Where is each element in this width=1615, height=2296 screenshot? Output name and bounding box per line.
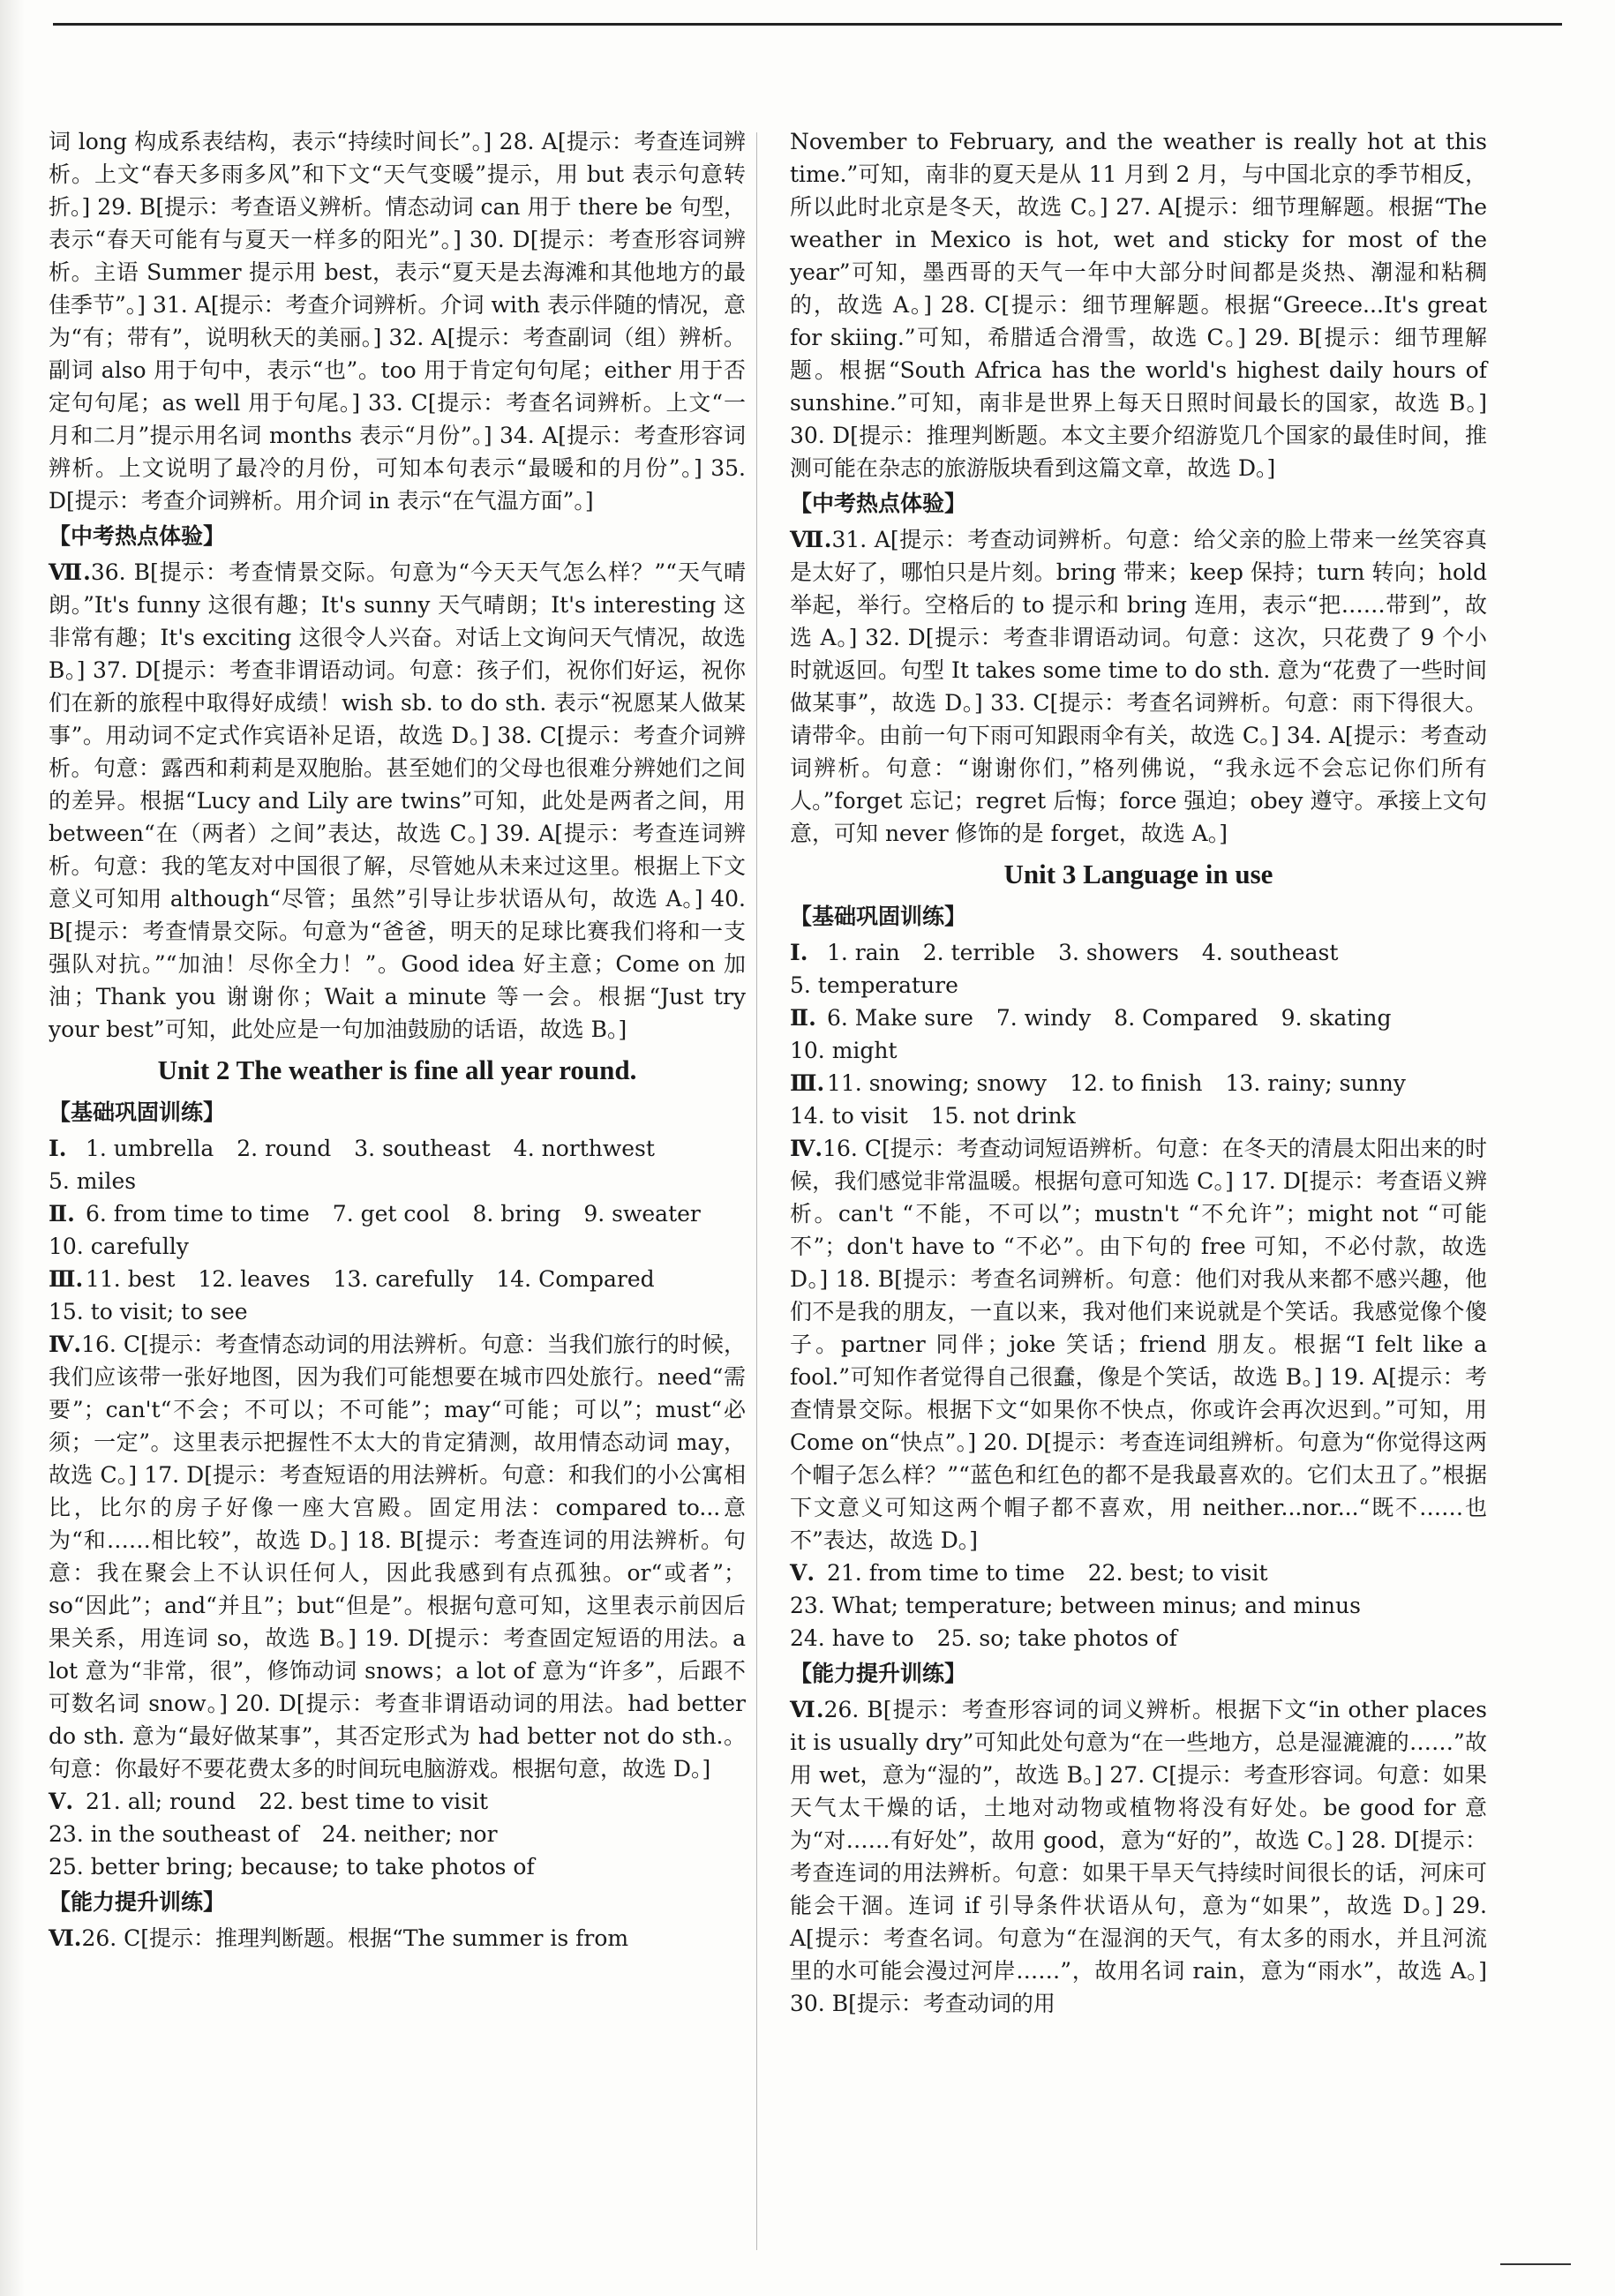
roman-label: Ⅱ. <box>790 1005 816 1031</box>
answer-item: 24. neither; nor <box>321 1821 498 1847</box>
answer-item: 9. skating <box>1281 1005 1392 1031</box>
right-paragraph-2-text: 31. A[提示：考查动词辨析。句意：给父亲的脸上带来一丝笑容真是太好了，哪怕只是片刻。bring 带来；keep 保持；turn 转向；hold 举起，举行。空格后的 to 提示和 bring 连用，表示“把……带到”，故选 A。] 32. D[提示：考查非谓语动词。句意：这次，只花费了 9 个小时就返回。句型 It takes some time to do sth. 意为“花费了一些时间做某事”，故选 D。] 33. C[提示：考查名词辨析。句意：雨下得很大。请带伞。由前一句下雨可知跟雨伞有关，故选 C。] 34. A[提示：考查动词辨析。句意：“谢谢你们，”格列佛说，“我永远不会忘记你们所有人。”forget 忘记；regret 后悔；force 强迫；obey 遵守。承接上文句意，可知 never 修饰的是 forget，故选 A。] <box>790 527 1488 846</box>
answer-item: 24. have to <box>790 1625 914 1651</box>
answer-item: 12. leaves <box>198 1266 311 1292</box>
left-column <box>49 125 746 1955</box>
answer-item: 5. miles <box>49 1168 137 1194</box>
answer-row <box>49 1263 746 1328</box>
answer-row <box>790 1557 1487 1654</box>
right-paragraph-3-text: 16. C[提示：考查动词短语辨析。句意：在冬天的清晨太阳出来的时候，我们感觉非常温暖。根据句意可知选 C。] 17. D[提示：考查语义辨析。can't “不能，不可以”；mustn't “不允许”；might not “可能不”；don't have to “不必”。由下句的 free 可知，不必付款，故选 D。] 18. B[提示：考查名词辨析。句意：他们对我从来都不感兴趣，他们不是我的朋友，一直以来，我对他们来说就是个笑话。我感觉像个傻子。partner 同伴；joke 笑话；friend 朋友。根据“I felt like a fool.”可知作者觉得自己很蠢，像是个笑话，故选 B。] 19. A[提示：考查情景交际。根据下文“如果你不快点，你或许会再次迟到。”可知，用 Come on“快点”。] 20. D[提示：考查连词组辨析。句意为“你觉得这两个帽子怎么样？”“蓝色和红色的都不是我最喜欢的。它们太丑了。”根据下文意义可知这两个帽子都不喜欢，用 neither...nor...“既不……也不”表达，故选 D。] <box>790 1136 1487 1553</box>
answer-item: 21. all; round <box>86 1789 237 1814</box>
answer-item: 9. sweater <box>583 1201 701 1227</box>
answer-item: 10. carefully <box>49 1234 189 1259</box>
answer-item: 14. to visit <box>790 1103 908 1129</box>
answer-item: 23. in the southeast of <box>49 1821 299 1847</box>
top-rule <box>53 23 1562 26</box>
section-hot-topics: 【中考热点体验】 <box>790 491 967 516</box>
section-hot-topics: 【中考热点体验】 <box>49 523 226 549</box>
right-paragraph-3 <box>790 1132 1487 1557</box>
left-paragraph-1: 词 long 构成系表结构，表示“持续时间长”。] 28. A[提示：考查连词辨析。上文“春天多雨多风”和下文“天气变暖”提示，用 but 表示句意转折。] 29. B[提示：考查语义辨析。情态动词 can 用于 there be 句型，表示“春天可能有与夏天一样多的阳光”。] 30. D[提示：考查形容词辨析。主语 Summer 提示用 best，表示“夏天是去海滩和其他地方的最佳季节”。] 31. A[提示：考查介词辨析。介词 with 表示伴随的情况，意为“有；带有”，说明秋天的美丽。] 32. A[提示：考查副词（组）辨析。副词 also 用于句中，表示“也”。too 用于肯定句句尾；either 用于否定句句尾；as well 用于句尾。] 33. C[提示：考查名词辨析。上文“一月和二月”提示用名词 months 表示“月份”。] 34. A[提示：考查形容词辨析。上文说明了最冷的月份，可知本句表示“最暖和的月份”。] 35. D[提示：考查介词辨析。用介词 in 表示“在气温方面”。] <box>49 129 746 514</box>
right-paragraph-4-text: 26. B[提示：考查形容词的词义辨析。根据下文“in other places it is usually dry”可知此处句意为“在一些地方，总是湿漉漉的……”故用 wet，意为“湿的”，故选 B。] 27. C[提示：考查形容词。句意：如果天气太干燥的话，土地对动物或植物将没有好处。be good for 意为“对……有好处”，故用 good，意为“好的”，故选 C。] 28. D[提示：考查连词的用法辨析。句意：如果干旱天气持续时间很长的话，河床可能会干涸。连词 if 引导条件状语从句，意为“如果”，故选 D。] 29. A[提示：考查名词。句意为“在湿润的天气，有太多的雨水，并且河流里的水可能会漫过河岸……”，故用名词 rain，意为“雨水”，故选 A。] 30. B[提示：考查动词的用 <box>790 1697 1488 2016</box>
roman-label: Ⅲ. <box>790 1070 825 1096</box>
roman-label: Ⅶ. <box>790 527 832 552</box>
left-paragraph-2 <box>49 556 746 1046</box>
answer-item: 7. windy <box>995 1005 1092 1031</box>
answer-row <box>49 1785 746 1883</box>
answer-item: 13. rainy; sunny <box>1225 1070 1406 1096</box>
answer-item: 4. northwest <box>513 1136 655 1161</box>
answer-row <box>790 1002 1487 1067</box>
unit-2-title: Unit 2 The weather is fine all year round. <box>157 1054 637 1085</box>
roman-label: Ⅵ. <box>790 1697 824 1722</box>
answer-row <box>790 1067 1487 1132</box>
answer-item: 21. from time to time <box>827 1560 1065 1586</box>
roman-label: Ⅰ. <box>49 1136 67 1161</box>
answer-item: 25. so; take photos of <box>936 1625 1177 1651</box>
roman-label: Ⅲ. <box>49 1266 84 1292</box>
answer-item: 15. not drink <box>930 1103 1076 1129</box>
right-paragraph-4 <box>790 1693 1487 2020</box>
answer-item: 3. showers <box>1058 940 1179 965</box>
right-paragraph-2 <box>790 523 1487 850</box>
answer-item: 14. Compared <box>496 1266 655 1292</box>
answer-item: 22. best; to visit <box>1087 1560 1268 1586</box>
answer-item: 5. temperature <box>790 972 958 998</box>
page-edge-shadow <box>0 0 25 2296</box>
roman-label: Ⅰ. <box>790 940 808 965</box>
roman-label: Ⅵ. <box>49 1925 82 1951</box>
roman-label: Ⅶ. <box>49 559 91 585</box>
answer-item: 8. Compared <box>1114 1005 1258 1031</box>
bottom-rule <box>1500 2263 1571 2265</box>
answer-row <box>49 1197 746 1263</box>
column-divider <box>756 132 757 2250</box>
roman-label: Ⅱ. <box>49 1201 75 1227</box>
answer-item: 7. get cool <box>332 1201 450 1227</box>
left-paragraph-4 <box>49 1922 746 1955</box>
left-paragraph-2-text: 36. B[提示：考查情景交际。句意为“今天天气怎么样？”“天气晴朗。”It's funny 这很有趣；It's sunny 天气晴朗；It's interesting 这非常有趣；It's exciting 这很令人兴奋。对话上文询问天气情况，故选 B。] 37. D[提示：考查非谓语动词。句意：孩子们，祝你们好运，祝你们在新的旅程中取得好成绩！wish sb. to do sth. 表示“祝愿某人做某事”。用动词不定式作宾语补足语，故选 D。] 38. C[提示：考查介词辨析。句意：露西和莉莉是双胞胎。甚至她们的父母也很难分辨她们之间的差异。根据“Lucy and Lily are twins”可知，此处是两者之间，用 between“在（两者）之间”表达，故选 C。] 39. A[提示：考查连词辨析。句意：我的笔友对中国很了解，尽管她从未来过这里。根据上下文意义可知用 although“尽管；虽然”引导让步状语从句，故选 A。] 40. B[提示：考查情景交际。句意为“爸爸，明天的足球比赛我们将和一支强队对抗。”“加油！尽你全力！”。Good idea 好主意；Come on 加油；Thank you 谢谢你；Wait a minute 等一会。根据“Just try your best”可知，此处应是一句加油鼓励的话语，故选 B。] <box>49 559 746 1042</box>
right-paragraph-1: November to February, and the weather is really hot at this time.”可知，南非的夏天是从 11 月到 2 月，与中国北京的季节相反，所以此时北京是冬天，故选 C。] 27. A[提示：细节理解题。根据“The weather in Mexico is hot, wet and sticky for most of the year”可知，墨西哥的天气一年中大部分时间都是炎热、潮湿和粘稠的，故选 A。] 28. C[提示：细节理解题。根据“Greece...It's great for skiing.”可知，希腊适合滑雪，故选 C。] 29. B[提示：细节理解题。根据“South Africa has the world's highest daily hours of sunshine.”可知，南非是世界上每天日照时间最长的国家，故选 B。] 30. D[提示：推理判断题。本文主要介绍游览几个国家的最佳时间，推测可能在杂志的旅游版块看到这篇文章，故选 D。] <box>790 129 1487 481</box>
answer-row <box>790 936 1487 1002</box>
answer-item: 12. to finish <box>1070 1070 1203 1096</box>
answer-item: 2. terrible <box>922 940 1036 965</box>
left-paragraph-3 <box>49 1328 746 1785</box>
answer-item: 1. rain <box>827 940 900 965</box>
section-basic-training: 【基础巩固训练】 <box>49 1099 226 1125</box>
right-column <box>790 125 1487 2020</box>
answer-item: 6. Make sure <box>827 1005 973 1031</box>
answer-item: 1. umbrella <box>86 1136 214 1161</box>
answer-item: 6. from time to time <box>86 1201 310 1227</box>
roman-label: Ⅴ. <box>49 1789 74 1814</box>
answer-item: 4. southeast <box>1201 940 1339 965</box>
answer-item: 8. bring <box>472 1201 561 1227</box>
answer-item: 23. What; temperature; between minus; and minus <box>790 1593 1361 1618</box>
answer-row <box>49 1132 746 1197</box>
roman-label: Ⅳ. <box>790 1136 823 1161</box>
answer-item: 3. southeast <box>354 1136 491 1161</box>
answer-item: 11. snowing; snowy <box>827 1070 1048 1096</box>
answer-item: 10. might <box>790 1038 898 1063</box>
answer-item: 15. to visit; to see <box>49 1299 248 1324</box>
answer-item: 11. best <box>86 1266 176 1292</box>
left-paragraph-3-text: 16. C[提示：考查情态动词的用法辨析。句意：当我们旅行的时候，我们应该带一张好地图，因为我们可能想要在城市四处旅行。need“需要”；can't“不会；不可以；不可能”；may“可能；可以”；must“必须；一定”。这里表示把握性不太大的肯定猜测，故用情态动词 may，故选 C。] 17. D[提示：考查短语的用法辨析。句意：和我们的小公寓相比，比尔的房子好像一座大宫殿。固定用法：compared to...意为“和……相比较”，故选 D。] 18. B[提示：考查连词的用法辨析。句意：我在聚会上不认识任何人，因此我感到有点孤独。or“或者”；so“因此”；and“并且”；but“但是”。根据句意可知，这里表示前因后果关系，用连词 so，故选 B。] 19. D[提示：考查固定短语的用法。a lot 意为“非常，很”，修饰动词 snows；a lot of 意为“许多”，后跟不可数名词 snow。] 20. D[提示：考查非谓语动词的用法。had better do sth. 意为“最好做某事”，其否定形式为 had better not do sth.。句意：你最好不要花费太多的时间玩电脑游戏。根据句意，故选 D。] <box>49 1332 746 1782</box>
answer-item: 2. round <box>237 1136 332 1161</box>
section-basic-training: 【基础巩固训练】 <box>790 904 967 929</box>
unit-3-title: Unit 3 Language in use <box>1003 859 1273 889</box>
roman-label: Ⅴ. <box>790 1560 815 1586</box>
roman-label: Ⅳ. <box>49 1332 82 1357</box>
answer-item: 22. best time to visit <box>259 1789 489 1814</box>
answer-item: 13. carefully <box>333 1266 474 1292</box>
section-ability-training: 【能力提升训练】 <box>49 1889 226 1915</box>
answer-item: 25. better bring; because; to take photos of <box>49 1854 535 1880</box>
section-ability-training: 【能力提升训练】 <box>790 1661 967 1686</box>
left-paragraph-4-text: 26. C[提示：推理判断题。根据“The summer is from <box>81 1925 629 1951</box>
